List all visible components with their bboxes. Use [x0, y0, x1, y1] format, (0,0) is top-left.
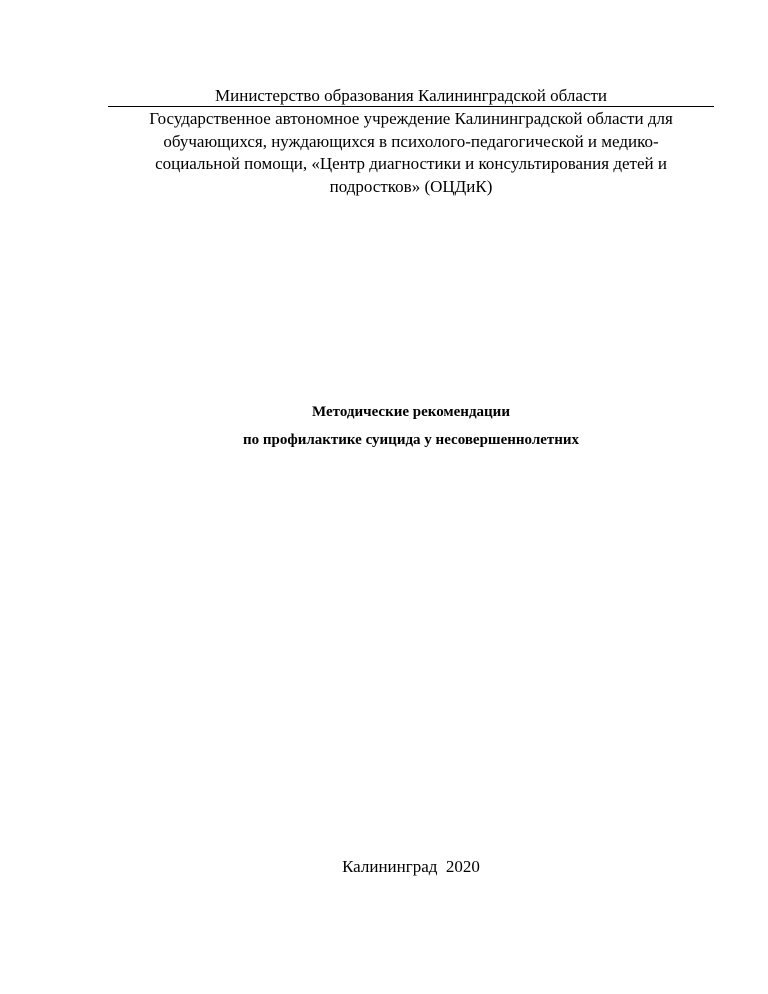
document-subtitle-line: по профилактике суицида у несовершеннолетних [242, 432, 580, 448]
document-title-line: Методические рекомендации [312, 404, 510, 420]
institution-line: обучающихся, нуждающихся в психолого-педагогической и медико- [163, 131, 659, 151]
document-title [108, 398, 714, 454]
institution-name [108, 108, 714, 198]
institution-line: социальной помощи, «Центр диагностики и консультирования детей и [155, 154, 667, 173]
place-and-year: Калининград 2020 [342, 857, 480, 876]
institution-line: Государственное автономное учреждение Калининградской области для [149, 109, 673, 128]
header-divider [108, 106, 714, 107]
institution-line: подростков» (ОЦДиК) [329, 176, 493, 196]
ministry-name: Министерство образования Калининградской области [215, 86, 607, 105]
